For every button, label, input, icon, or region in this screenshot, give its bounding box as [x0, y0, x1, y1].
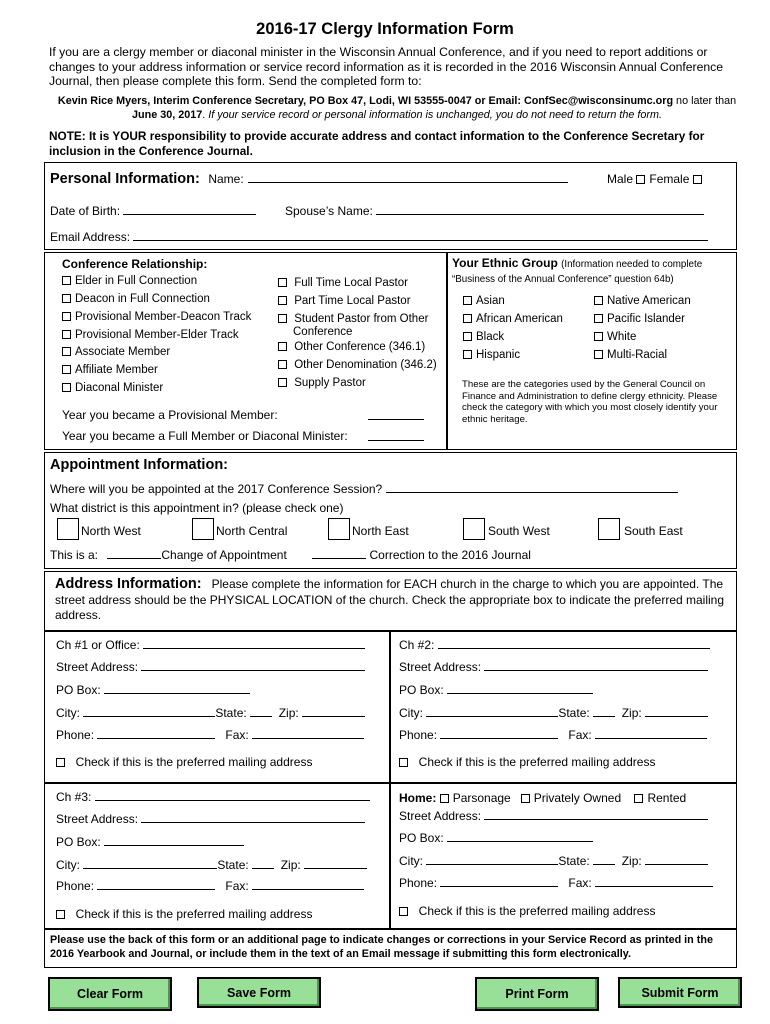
district-nc-label: North Central: [216, 524, 288, 538]
home-fax-label: Fax:: [568, 876, 592, 890]
ch1-city-label: City:: [56, 706, 80, 720]
ch1-pobox-field[interactable]: [104, 682, 250, 694]
home-fax-field[interactable]: [595, 875, 713, 887]
district-ne-label: North East: [352, 524, 409, 538]
full-year-field[interactable]: [368, 429, 424, 441]
mailing-instructions: [52, 94, 742, 122]
prov-elder-label: Provisional Member-Elder Track: [75, 329, 239, 341]
elder-checkbox[interactable]: [62, 276, 71, 285]
ch1-zip-field[interactable]: [302, 705, 365, 717]
native-checkbox[interactable]: [594, 296, 603, 305]
clear-form-button[interactable]: Clear Form: [48, 977, 172, 1011]
home-pobox-label: PO Box:: [399, 831, 444, 845]
male-checkbox[interactable]: [636, 175, 645, 184]
ch2-label: Ch #2:: [399, 638, 435, 652]
ch1-fax-label: Fax:: [225, 728, 249, 742]
district-question: What district is this appointment in? (please check one): [50, 501, 344, 515]
conf-prov-elder[interactable]: [62, 329, 239, 341]
address-header: Address Information:: [55, 576, 202, 592]
conf-diaconal[interactable]: [62, 382, 163, 394]
ch1-street-label: Street Address:: [56, 660, 139, 674]
print-form-button[interactable]: Print Form: [475, 977, 599, 1011]
pacific-checkbox[interactable]: [594, 314, 603, 323]
fulltime-label: Full Time Local Pastor: [294, 277, 408, 289]
ch1-fax-field[interactable]: [252, 727, 364, 739]
home-label: Home:: [399, 791, 437, 805]
ch3-city-label: City:: [56, 858, 80, 872]
responsibility-note: NOTE: It is YOUR responsibility to provide accurate address and contact information to the Conference Secretary for inclusion in the Conference Journal.: [49, 129, 705, 158]
ethnic-black[interactable]: [463, 331, 504, 343]
ch1-phone-row: [56, 727, 364, 742]
district-nw-checkbox[interactable]: [57, 518, 79, 540]
hispanic-checkbox[interactable]: [463, 350, 472, 359]
spouse-label: Spouse’s Name:: [285, 204, 373, 218]
prov-deacon-label: Provisional Member-Deacon Track: [75, 311, 252, 323]
unchanged-note: If your service record or personal information is unchanged, you do not need to return the form.: [208, 109, 662, 121]
pacific-label: Pacific Islander: [607, 313, 685, 325]
ch1-field[interactable]: [143, 637, 365, 649]
district-nc-checkbox[interactable]: [192, 518, 214, 540]
spouse-field[interactable]: [376, 203, 704, 215]
black-checkbox[interactable]: [463, 332, 472, 341]
ch1-row: [56, 637, 365, 652]
provisional-year-label: Year you became a Provisional Member:: [62, 408, 278, 422]
change-field[interactable]: [107, 547, 161, 559]
full-year-label: Year you became a Full Member or Diaconal Minister:: [62, 429, 348, 443]
dob-label: Date of Birth:: [50, 204, 121, 218]
native-label: Native American: [607, 295, 691, 307]
provisional-year-field[interactable]: [368, 408, 424, 420]
ethnic-multi[interactable]: [594, 349, 667, 361]
multi-label: Multi-Racial: [607, 349, 668, 361]
conf-parttime[interactable]: [278, 295, 411, 307]
conf-student[interactable]: [278, 313, 443, 338]
ch2-pobox-label: PO Box:: [399, 683, 444, 697]
dob-field[interactable]: [123, 203, 256, 215]
ch2-fax-label: Fax:: [568, 728, 592, 742]
home-zip-field[interactable]: [645, 853, 708, 865]
hispanic-label: Hispanic: [476, 349, 521, 361]
deadline: June 30, 2017: [132, 109, 203, 121]
home-pobox-field[interactable]: [447, 830, 593, 842]
prov-deacon-checkbox[interactable]: [62, 312, 71, 321]
home-pobox-row: [399, 830, 593, 845]
appointment-header: Appointment Information:: [50, 457, 229, 473]
deacon-checkbox[interactable]: [62, 294, 71, 303]
ch3-pobox-label: PO Box:: [56, 835, 101, 849]
personal-header: Personal Information:: [50, 171, 200, 187]
ch2-city-field[interactable]: [426, 705, 558, 717]
dob-row: [50, 203, 256, 218]
owned-checkbox[interactable]: [521, 794, 530, 803]
name-field[interactable]: [248, 171, 568, 183]
conf-supply[interactable]: [278, 377, 366, 389]
district-ne-checkbox[interactable]: [328, 518, 350, 540]
home-phone-field[interactable]: [440, 875, 558, 887]
address-divider-v2: [389, 782, 391, 929]
other-denom-checkbox[interactable]: [278, 360, 287, 369]
ch3-street-label: Street Address:: [56, 812, 139, 826]
address-divider-top: [44, 630, 737, 632]
owned-label: Privately Owned: [533, 791, 622, 805]
ch3-state-label: State:: [217, 858, 249, 872]
submit-form-button[interactable]: Submit Form: [618, 977, 742, 1008]
fulltime-checkbox[interactable]: [278, 278, 287, 287]
district-se-checkbox[interactable]: [598, 518, 620, 540]
female-checkbox[interactable]: [693, 175, 702, 184]
conference-header: Conference Relationship:: [62, 257, 208, 271]
ch2-phone-label: Phone:: [399, 728, 438, 742]
section-divider: [446, 252, 448, 450]
ch3-street-field[interactable]: [141, 811, 365, 823]
home-city-label: City:: [399, 854, 423, 868]
email-row: [50, 229, 708, 244]
secretary-address: Kevin Rice Myers, Interim Conference Secretary, PO Box 47, Lodi, WI 53555-0047 or Email: ConfSec@wisconsinumc.org: [57, 95, 674, 107]
ch1-city-field[interactable]: [83, 705, 215, 717]
ch1-state-label: State:: [215, 706, 247, 720]
ch2-street-label: Street Address:: [399, 660, 482, 674]
personal-header-row: [50, 170, 568, 188]
conf-affiliate[interactable]: [62, 364, 158, 376]
home-phone-row: [399, 875, 713, 890]
name-label: Name:: [208, 172, 244, 186]
ch1-pobox-label: PO Box:: [56, 683, 101, 697]
ch3-state-field[interactable]: [252, 857, 274, 869]
conf-elder[interactable]: [62, 275, 197, 287]
parsonage-label: Parsonage: [452, 791, 511, 805]
prov-elder-checkbox[interactable]: [62, 330, 71, 339]
ch1-preferred-checkbox[interactable]: [56, 758, 65, 767]
home-preferred-label: Check if this is the preferred mailing address: [418, 904, 656, 918]
ch3-city-field[interactable]: [83, 857, 217, 869]
conf-deacon[interactable]: [62, 293, 210, 305]
ch2-field[interactable]: [438, 637, 710, 649]
ch2-state-field[interactable]: [593, 705, 615, 717]
home-city-field[interactable]: [426, 853, 558, 865]
ch3-phone-label: Phone:: [56, 879, 95, 893]
home-street-row: [399, 808, 708, 823]
deacon-label: Deacon in Full Connection: [75, 293, 210, 305]
ch1-preferred[interactable]: [56, 755, 312, 769]
ch1-label: Ch #1 or Office:: [56, 638, 140, 652]
home-city-row: [399, 853, 708, 868]
district-sw-label: South West: [488, 524, 550, 538]
ethnic-explain: These are the categories used by the General Council on Finance and Administration to define clergy ethnicity. Please check the category with which you most closely identify your ethnic heritage.: [462, 379, 718, 425]
ch3-city-row: [56, 857, 367, 872]
district-sw-checkbox[interactable]: [463, 518, 485, 540]
district-se-label: South East: [624, 524, 683, 538]
ethnic-heading: [452, 257, 732, 286]
conf-fulltime[interactable]: [278, 277, 408, 289]
where-label: Where will you be appointed at the 2017 Conference Session?: [50, 482, 383, 496]
conf-other-denom[interactable]: [278, 359, 437, 371]
district-nw-label: North West: [81, 524, 141, 538]
ethnic-white[interactable]: [594, 331, 636, 343]
associate-label: Associate Member: [75, 346, 171, 358]
this-is-label: This is a:: [50, 548, 99, 562]
white-label: White: [607, 331, 637, 343]
ch2-zip-label: Zip:: [621, 706, 642, 720]
home-row: [399, 791, 686, 805]
ch3-pobox-row: [56, 834, 244, 849]
ch2-street-field[interactable]: [484, 659, 708, 671]
correction-field[interactable]: [312, 547, 366, 559]
conf-prov-deacon[interactable]: [62, 311, 251, 323]
asian-checkbox[interactable]: [463, 296, 472, 305]
home-state-label: State:: [558, 854, 590, 868]
ch3-fax-label: Fax:: [225, 879, 249, 893]
african-label: African American: [476, 313, 563, 325]
ch2-street-row: [399, 659, 708, 674]
white-checkbox[interactable]: [594, 332, 603, 341]
ch2-preferred-label: Check if this is the preferred mailing address: [418, 755, 656, 769]
no-later-than: no later than: [673, 95, 737, 107]
student-label: Student Pastor from Other Conference: [293, 313, 429, 338]
ch3-preferred[interactable]: [56, 907, 312, 921]
home-street-label: Street Address:: [399, 809, 482, 823]
ch2-pobox-field[interactable]: [447, 682, 593, 694]
ethnic-african[interactable]: [463, 313, 563, 325]
ch1-phone-label: Phone:: [56, 728, 95, 742]
conf-associate[interactable]: [62, 346, 170, 358]
ch1-street-row: [56, 659, 365, 674]
correction-label: Correction to the 2016 Journal: [369, 548, 531, 562]
address-divider-mid: [44, 782, 737, 784]
ch2-fax-field[interactable]: [595, 727, 707, 739]
ch3-pobox-field[interactable]: [104, 834, 244, 846]
other-denom-label: Other Denomination (346.2): [294, 359, 437, 371]
ethnic-native[interactable]: [594, 295, 691, 307]
ch2-city-row: [399, 705, 708, 720]
ch3-street-row: [56, 811, 365, 826]
address-desc: Please complete the information for EACH church in the charge to which you are appointed. The street address should be the PHYSICAL LOCATION of the church. Check the appropriate box to indicate the preferred mailing address.: [55, 577, 725, 622]
address-intro: [55, 577, 727, 624]
ch2-zip-field[interactable]: [645, 705, 708, 717]
ch2-phone-field[interactable]: [440, 727, 558, 739]
male-label: Male: [607, 172, 634, 186]
ch3-zip-field[interactable]: [304, 857, 367, 869]
student-checkbox[interactable]: [278, 314, 287, 323]
email-field[interactable]: [133, 229, 708, 241]
diaconal-label: Diaconal Minister: [75, 382, 164, 394]
parttime-label: Part Time Local Pastor: [294, 295, 411, 307]
ethnic-asian[interactable]: [463, 295, 505, 307]
period: .: [202, 109, 209, 121]
home-state-field[interactable]: [593, 853, 615, 865]
home-zip-label: Zip:: [621, 854, 642, 868]
ethnic-header: Your Ethnic Group: [452, 256, 558, 270]
ch3-fax-field[interactable]: [252, 878, 364, 890]
footer-note: Please use the back of this form or an additional page to indicate changes or corrections in your Service Record as printed in the 2016 Yearbook and Journal, or include them in the text of an Email message if submitting this form electronically.: [50, 934, 713, 960]
ch1-zip-label: Zip:: [278, 706, 299, 720]
ch1-state-field[interactable]: [250, 705, 272, 717]
supply-label: Supply Pastor: [294, 377, 366, 389]
ch2-row: [399, 637, 710, 652]
ethnic-pacific[interactable]: [594, 313, 685, 325]
ch2-phone-row: [399, 727, 707, 742]
ch1-street-field[interactable]: [141, 659, 365, 671]
home-preferred[interactable]: [399, 904, 655, 918]
rented-label: Rented: [647, 791, 687, 805]
ethnic-hispanic[interactable]: [463, 349, 520, 361]
conf-other-conf[interactable]: [278, 341, 425, 353]
ch3-label: Ch #3:: [56, 790, 92, 804]
change-label: Change of Appointment: [161, 548, 287, 562]
ch3-phone-field[interactable]: [97, 878, 215, 890]
parsonage-checkbox[interactable]: [440, 794, 449, 803]
affiliate-label: Affiliate Member: [75, 364, 158, 376]
ch1-phone-field[interactable]: [97, 727, 215, 739]
ch1-pobox-row: [56, 682, 250, 697]
elder-label: Elder in Full Connection: [75, 275, 198, 287]
multi-checkbox[interactable]: [594, 350, 603, 359]
save-form-button[interactable]: Save Form: [197, 977, 321, 1008]
intro-text: If you are a clergy member or diaconal minister in the Wisconsin Annual Conference, and if you need to report additions or changes to your address information or service record information as it is recorded in the 2016 Wisconsin Annual Conference Journal, then please complete this form. Send the completed form to:: [49, 45, 724, 89]
gender-options: [607, 172, 706, 186]
diaconal-checkbox[interactable]: [62, 383, 71, 392]
affiliate-checkbox[interactable]: [62, 365, 71, 374]
parttime-checkbox[interactable]: [278, 296, 287, 305]
ethnic-note: (Information needed to complete “Business of the Annual Conference” question 64b): [452, 259, 703, 285]
female-label: Female: [649, 172, 690, 186]
ch1-preferred-label: Check if this is the preferred mailing address: [75, 755, 313, 769]
ch3-preferred-label: Check if this is the preferred mailing address: [75, 907, 313, 921]
ch3-phone-row: [56, 878, 364, 893]
where-field[interactable]: [386, 481, 678, 493]
ch3-row: [56, 789, 370, 804]
rented-checkbox[interactable]: [634, 794, 643, 803]
african-checkbox[interactable]: [463, 314, 472, 323]
ch2-pobox-row: [399, 682, 593, 697]
asian-label: Asian: [476, 295, 505, 307]
address-divider-v1: [389, 630, 391, 783]
home-phone-label: Phone:: [399, 876, 438, 890]
ch1-city-row: [56, 705, 365, 720]
ch3-zip-label: Zip:: [280, 858, 301, 872]
ch2-city-label: City:: [399, 706, 423, 720]
other-conf-checkbox[interactable]: [278, 342, 287, 351]
other-conf-label: Other Conference (346.1): [294, 341, 426, 353]
where-row: [50, 481, 678, 496]
supply-checkbox[interactable]: [278, 378, 287, 387]
spouse-row: [285, 203, 704, 218]
associate-checkbox[interactable]: [62, 347, 71, 356]
form-title: 2016-17 Clergy Information Form: [256, 20, 514, 38]
ch2-preferred-checkbox[interactable]: [399, 758, 408, 767]
home-preferred-checkbox[interactable]: [399, 907, 408, 916]
ch3-field[interactable]: [95, 789, 370, 801]
ch2-preferred[interactable]: [399, 755, 655, 769]
ch3-preferred-checkbox[interactable]: [56, 910, 65, 919]
black-label: Black: [476, 331, 505, 343]
home-street-field[interactable]: [484, 808, 708, 820]
this-is-row: [50, 547, 531, 562]
email-label: Email Address:: [50, 230, 131, 244]
ch2-state-label: State:: [558, 706, 590, 720]
